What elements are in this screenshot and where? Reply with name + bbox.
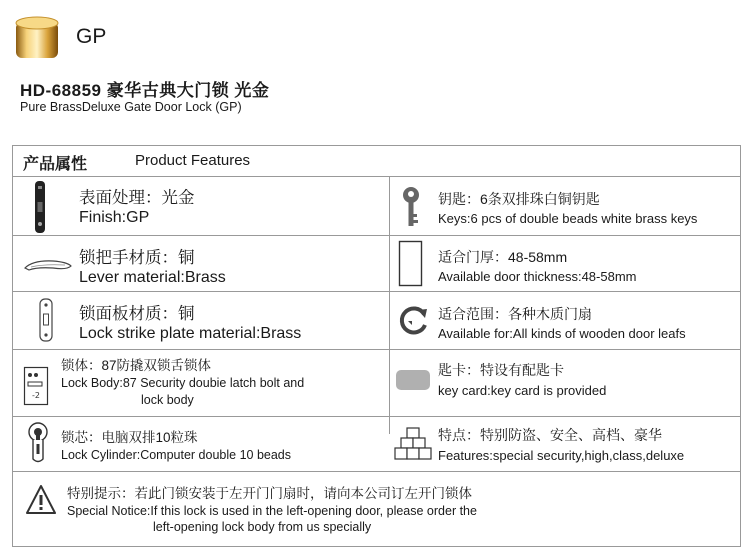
key-icon (400, 186, 422, 233)
keys-cn: 钥匙：6条双排珠白铜钥匙 (438, 191, 600, 207)
feature-finish (13, 176, 389, 235)
thickness-en: Available door thickness:48-58mm (438, 269, 637, 284)
special-notice (13, 472, 742, 546)
lock-body-cn: 锁体：87防撬双锁舌锁体 (61, 358, 212, 373)
warning-icon (25, 484, 57, 521)
special-cn: 特点：特别防盗、安全、高档、豪华 (438, 427, 662, 443)
gold-finish-swatch (12, 14, 62, 62)
lever-handle-icon (23, 258, 73, 277)
key-card-icon (396, 370, 430, 395)
notice-en: Special Notice:If this lock is used in the left-opening door, please order the (67, 504, 477, 518)
notice-en-cont: left-opening lock body from us specially (153, 520, 372, 534)
special-en: Features:special security,high,class,deluxe (438, 448, 685, 463)
features-title-en: Product Features (135, 152, 251, 169)
key-card-cn: 匙卡：特设有配匙卡 (438, 362, 564, 378)
strike-cn: 锁面板材质：铜 (79, 305, 195, 323)
strike-plate-icon (39, 298, 53, 347)
feature-keys (390, 176, 742, 235)
model-title: HD-68859 豪华古典大门锁 光金 (20, 81, 270, 100)
feature-thickness (390, 236, 742, 291)
finish-cn: 表面处理：光金 (79, 189, 195, 207)
feature-key-card (390, 350, 742, 416)
lever-cn: 锁把手材质：铜 (79, 249, 195, 267)
feature-strike (13, 292, 389, 349)
feature-cylinder (13, 417, 389, 471)
lever-en: Lever material:Brass (79, 269, 226, 286)
cylinder-icon (27, 421, 49, 470)
refresh-icon (396, 304, 430, 343)
lock-body-en-cont: lock body (141, 393, 194, 407)
product-features-table (12, 145, 741, 547)
strike-en: Lock strike plate material:Brass (79, 325, 302, 342)
svg-text:-2: -2 (32, 391, 40, 400)
available-cn: 适合范围：各种木质门扇 (438, 306, 592, 322)
notice-cn: 特别提示：若此门锁安装于左开门门扇时，请向本公司订左开门锁体 (67, 486, 472, 501)
lock-body-en: Lock Body:87 Security doubie latch bolt and (61, 376, 305, 390)
door-icon (398, 240, 424, 293)
keys-en: Keys:6 pcs of double beads white brass keys (438, 211, 698, 226)
cylinder-en: Lock Cylinder:Computer double 10 beads (61, 448, 291, 462)
feature-lock-body (13, 350, 389, 416)
cylinder-cn: 锁芯：电脑双排10粒珠 (61, 430, 198, 445)
finish-en: Finish:GP (79, 209, 150, 226)
feature-available (390, 292, 742, 349)
lock-body-icon (23, 366, 49, 411)
feature-special (390, 417, 742, 471)
thickness-cn: 适合门厚：48-58mm (438, 249, 568, 265)
available-en: Available for:All kinds of wooden door leafs (438, 326, 686, 341)
model-subtitle: Pure BrassDeluxe Gate Door Lock (GP) (20, 100, 242, 114)
key-card-en: key card:key card is provided (438, 383, 607, 398)
features-title-cn: 产品属性 (23, 156, 88, 173)
blocks-icon (394, 427, 432, 466)
finish-code: GP (76, 25, 107, 48)
feature-lever (13, 236, 389, 291)
door-plate-icon (33, 180, 47, 239)
